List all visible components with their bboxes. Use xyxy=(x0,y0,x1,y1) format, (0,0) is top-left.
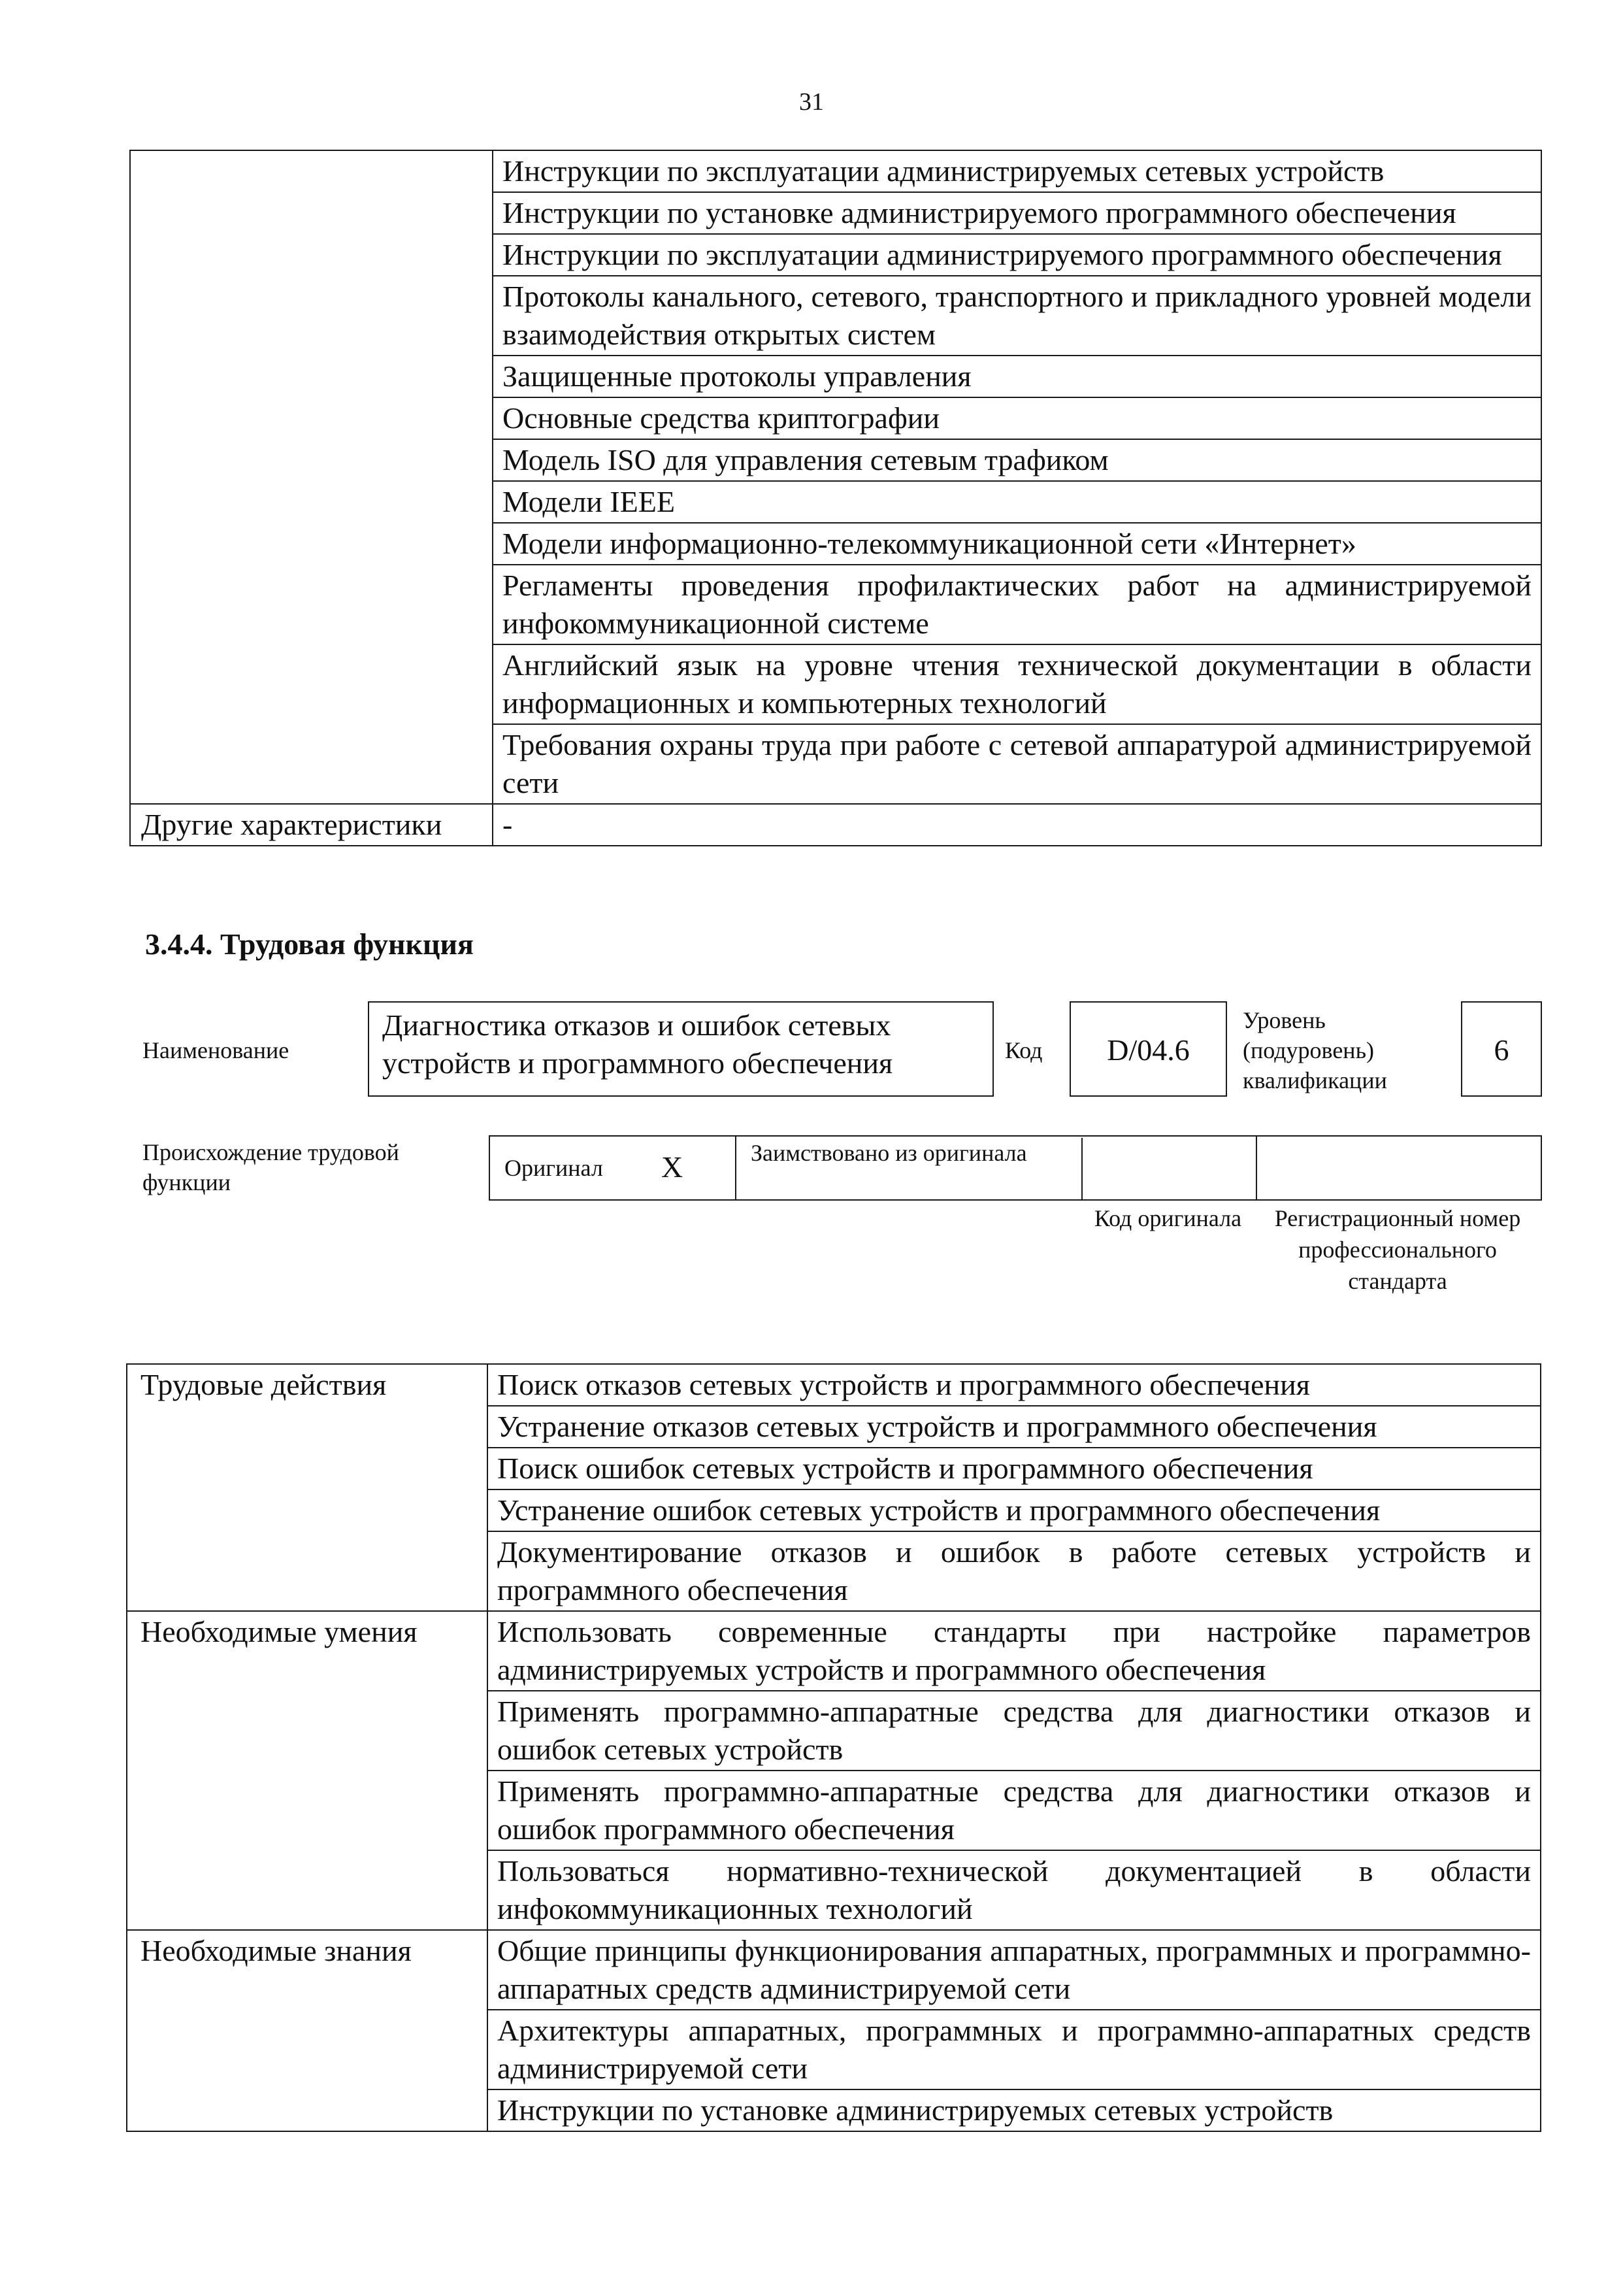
function-name-value: Диагностика отказов и ошибок сетевых устройств и программного обеспечения xyxy=(382,1008,893,1080)
row-item: Устранение отказов сетевых устройств и программного обеспечения xyxy=(487,1406,1541,1448)
labor-function-table xyxy=(126,1363,1541,2132)
code-label: Код xyxy=(1005,1037,1043,1063)
row-item: Модель ISO для управления сетевым трафиком xyxy=(493,439,1541,481)
row-item: Поиск отказов сетевых устройств и программного обеспечения xyxy=(487,1364,1541,1406)
code-box xyxy=(1070,1001,1227,1097)
row-item: Инструкции по эксплуатации администрируемых сетевых устройств xyxy=(493,150,1541,192)
code-value: D/04.6 xyxy=(1107,1033,1190,1067)
row-item: Основные средства криптографии xyxy=(493,397,1541,439)
original-label: Оригинал xyxy=(504,1155,603,1181)
page-number: 31 xyxy=(799,88,824,116)
row-item: Поиск ошибок сетевых устройств и программного обеспечения xyxy=(487,1448,1541,1489)
table-row xyxy=(127,1364,1541,1406)
function-name-box xyxy=(368,1001,994,1097)
row-item: Применять программно-аппаратные средства для диагностики отказов и ошибок программного обеспечения xyxy=(487,1771,1541,1850)
row-item: Общие принципы функционирования аппаратных, программных и программно-аппаратных средств администрируемой сети xyxy=(487,1930,1541,2010)
row-label xyxy=(130,150,493,804)
reg-number-cell xyxy=(1257,1137,1541,1199)
reg-number-caption: Регистрационный номер профессионального стандарта xyxy=(1274,1205,1521,1294)
row-item: Устранение ошибок сетевых устройств и программного обеспечения xyxy=(487,1489,1541,1531)
level-label: Уровень (подуровень) квалификации xyxy=(1243,1007,1387,1093)
row-item: Требования охраны труда при работе с сетевой аппаратурой администрируемой сети xyxy=(493,724,1541,804)
row-item: Инструкции по установке администрируемых сетевых устройств xyxy=(487,2089,1541,2131)
row-item: Пользоваться нормативно-технической документацией в области инфокоммуникационных технологий xyxy=(487,1850,1541,1930)
origin-original-cell xyxy=(490,1137,736,1199)
original-mark: X xyxy=(661,1150,683,1184)
knowledge-table-continued xyxy=(129,150,1542,846)
row-item: Протоколы канального, сетевого, транспортного и прикладного уровней модели взаимодействия открытых систем xyxy=(493,276,1541,356)
row-item: Английский язык на уровне чтения технической документации в области информационных и компьютерных технологий xyxy=(493,644,1541,724)
row-item: Защищенные протоколы управления xyxy=(493,356,1541,397)
row-item: Применять программно-аппаратные средства для диагностики отказов и ошибок сетевых устройств xyxy=(487,1691,1541,1771)
table-row xyxy=(130,150,1541,192)
code-original-caption: Код оригинала xyxy=(1094,1205,1242,1231)
section-title: 3.4.4. Трудовая функция xyxy=(145,927,474,961)
origin-label: Происхождение трудовой функции xyxy=(142,1139,399,1195)
table1-body xyxy=(130,150,1541,846)
row-item: Архитектуры аппаратных, программных и программно-аппаратных средств администрируемой сети xyxy=(487,2010,1541,2089)
row-item: - xyxy=(493,804,1541,846)
row-item: Инструкции по эксплуатации администрируемого программного обеспечения xyxy=(493,234,1541,276)
level-value: 6 xyxy=(1494,1033,1509,1067)
level-box xyxy=(1461,1001,1542,1097)
row-item: Модели информационно-телекоммуникационной сети «Интернет» xyxy=(493,523,1541,565)
row-item: Инструкции по установке администрируемого программного обеспечения xyxy=(493,192,1541,234)
code-original-cell xyxy=(1083,1137,1257,1199)
row-label: Необходимые умения xyxy=(127,1611,487,1930)
row-item: Регламенты проведения профилактических работ на администрируемой инфокоммуникационной системе xyxy=(493,565,1541,644)
table2-body xyxy=(127,1364,1541,2131)
row-item: Модели IEEE xyxy=(493,481,1541,523)
table-row xyxy=(127,1611,1541,1691)
row-label: Необходимые знания xyxy=(127,1930,487,2131)
row-item: Документирование отказов и ошибок в работе сетевых устройств и программного обеспечения xyxy=(487,1531,1541,1611)
row-label: Другие характеристики xyxy=(130,804,493,846)
row-item: Использовать современные стандарты при настройке параметров администрируемых устройств и программного обеспечения xyxy=(487,1611,1541,1691)
borrowed-label: Заимствовано из оригинала xyxy=(736,1138,1083,1199)
table-row xyxy=(127,1930,1541,2010)
origin-row xyxy=(489,1135,1542,1201)
row-label: Трудовые действия xyxy=(127,1364,487,1611)
table-row xyxy=(130,804,1541,846)
name-label: Наименование xyxy=(142,1037,289,1063)
